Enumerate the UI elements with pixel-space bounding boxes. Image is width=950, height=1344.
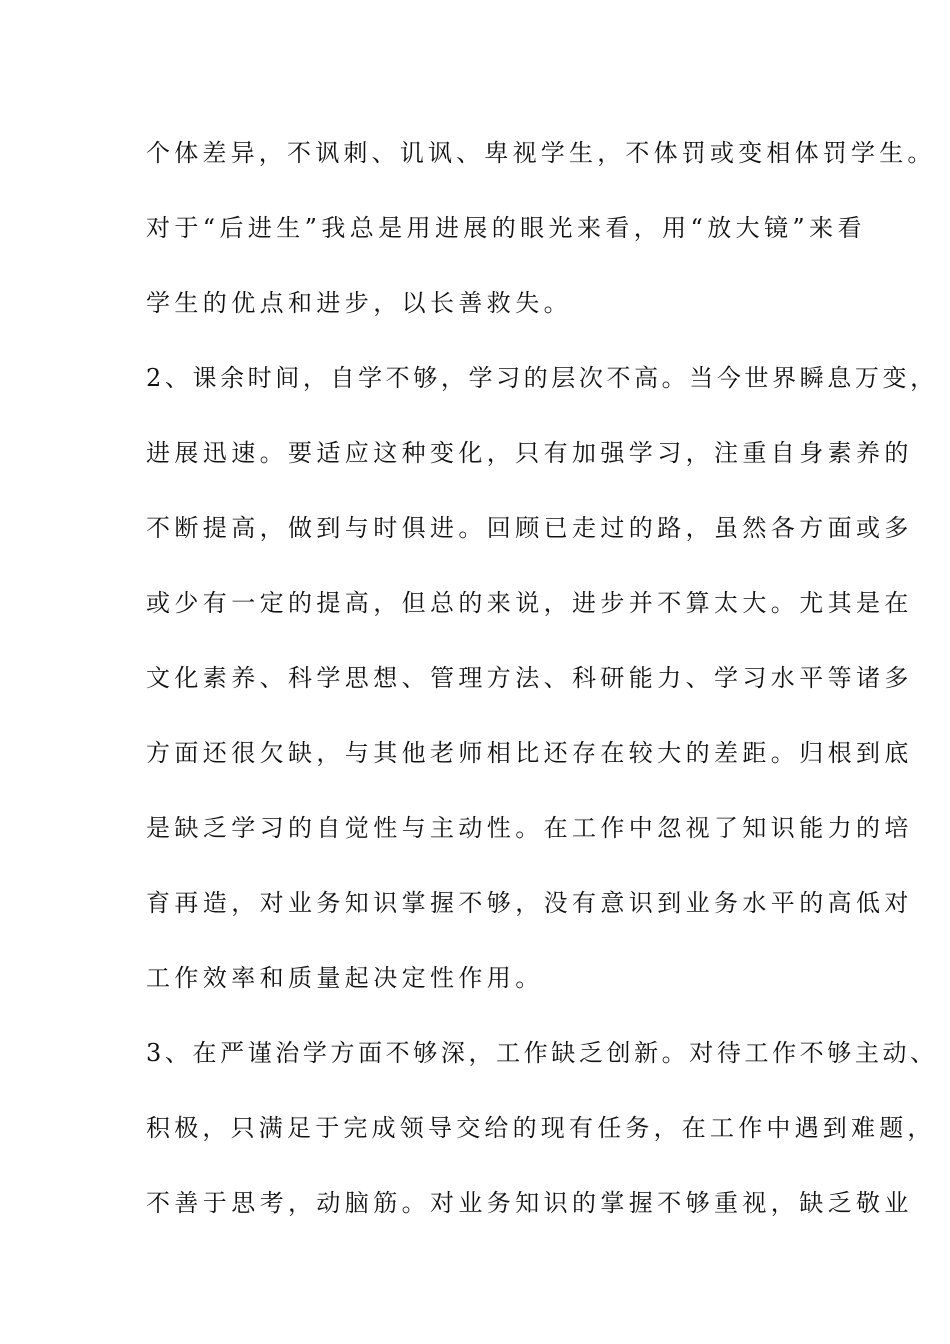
text-line: 2、课余时间，自学不够，学习的层次不高。当今世界瞬息万变， xyxy=(146,364,938,392)
text-line: 积极，只满足于完成领导交给的现有任务，在工作中遇到难题， xyxy=(146,1114,936,1142)
text-line: 是缺乏学习的自觉性与主动性。在工作中忽视了知识能力的培 xyxy=(146,814,913,842)
text-line: 3、在严谨治学方面不够深，工作缺乏创新。对待工作不够主动、 xyxy=(146,1039,938,1067)
text-line: 工作效率和质量起决定性作用。 xyxy=(146,964,544,992)
text-line: 不断提高，做到与时俱进。回顾已走过的路，虽然各方面或多 xyxy=(146,514,913,542)
text-line: 进展迅速。要适应这种变化，只有加强学习，注重自身素养的 xyxy=(146,439,913,467)
text-line: 育再造，对业务知识掌握不够，没有意识到业务水平的高低对 xyxy=(146,889,913,917)
text-line: 或少有一定的提高，但总的来说，进步并不算太大。尤其是在 xyxy=(146,589,913,617)
text-line: 不善于思考，动脑筋。对业务知识的掌握不够重视，缺乏敬业 xyxy=(146,1189,913,1217)
text-line: 方面还很欠缺，与其他老师相比还存在较大的差距。归根到底 xyxy=(146,739,913,767)
text-line: 文化素养、科学思想、管理方法、科研能力、学习水平等诸多 xyxy=(146,664,913,692)
text-line: 个体差异，不讽刺、讥讽、卑视学生，不体罚或变相体罚学生。 xyxy=(146,139,936,167)
text-line: 学生的优点和进步，以长善救失。 xyxy=(146,289,572,317)
text-line: 对于“后进生”我总是用进展的眼光来看，用“放大镜”来看 xyxy=(146,214,866,242)
